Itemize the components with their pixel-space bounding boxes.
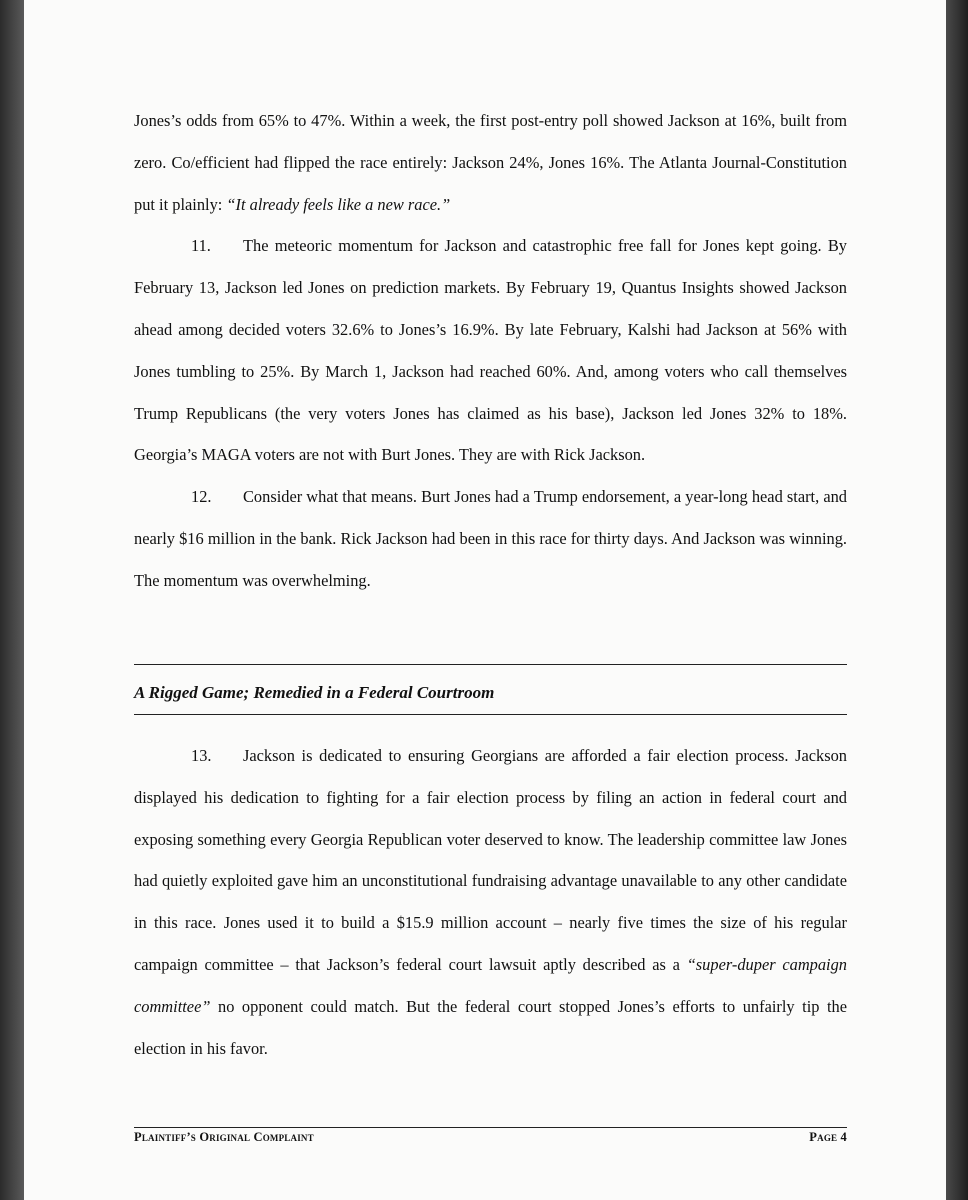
paragraph-text: Jones’s odds from 65% to 47%. Within a week, the first post-entry poll showed Jackson at 16%, built from zero. Co/efficient had flipped the race entirely: Jackson 24%, Jones 16%. The Atlanta Journal-Constitution put it plainly:: [134, 111, 847, 214]
photo-frame-right-edge: [946, 0, 968, 1200]
section-heading: A Rigged Game; Remedied in a Federal Courtroom: [134, 683, 495, 702]
quote-text: “It already feels like a new race.”: [226, 194, 451, 214]
quote-text: “super-duper campaign committee”: [134, 954, 848, 1016]
paragraph-text: Jackson is dedicated to ensuring Georgians are afforded a fair election process. Jackson displayed his dedication to fighting for a fair election process by filing an action in federal court and exposing something every Georgia Republican voter deserved to know. The leadership committee law Jones had quietly exploited gave him an unconstitutional fundraising advantage unavailable to any other candidate in this race. Jones used it to build a $15.9 million account – nearly five times the size of his regular campaign committee – that Jackson’s federal court lawsuit aptly described as a: [134, 746, 847, 974]
page-body-top: [134, 100, 847, 602]
paragraph-text: The meteoric momentum for Jackson and catastrophic free fall for Jones kept going. By February 13, Jackson led Jones on prediction markets. By February 19, Quantus Insights showed Jackson ahead among decided voters 32.6% to Jones’s 16.9%. By late February, Kalshi had Jackson at 56% with Jones tumbling to 25%. By March 1, Jackson had reached 60%. And, among voters who call themselves Trump Republicans (the very voters Jones has claimed as his base), Jackson led Jones 32% to 18%. Georgia’s MAGA voters are not with Burt Jones. They are with Rick Jackson.: [134, 236, 847, 465]
page-body-bottom: [134, 735, 847, 1069]
paragraph-10-continued: [134, 100, 847, 225]
photo-frame-left-edge: [0, 0, 24, 1200]
paragraph-number: 11.: [191, 236, 211, 256]
paragraph-12: [134, 476, 847, 601]
paragraph-text: no opponent could match. But the federal court stopped Jones’s efforts to unfairly tip the election in his favor.: [134, 996, 847, 1058]
document-page: [24, 0, 946, 1200]
footer-rule: [134, 1127, 847, 1128]
paragraph-11: [134, 225, 847, 476]
section-rule-bottom: [134, 714, 847, 715]
footer-page-number: Page 4: [809, 1130, 847, 1144]
footer-document-title: Plaintiff’s Original Complaint: [134, 1130, 314, 1144]
paragraph-13: [134, 735, 847, 1069]
section-rule-top: [134, 664, 847, 665]
paragraph-number: 13.: [191, 746, 212, 765]
paragraph-number: 12.: [191, 487, 212, 507]
paragraph-text: Consider what that means. Burt Jones had a Trump endorsement, a year-long head start, and nearly $16 million in the bank. Rick Jackson had been in this race for thirty days. And Jackson was winning. The momentum was overwhelming.: [134, 487, 847, 590]
